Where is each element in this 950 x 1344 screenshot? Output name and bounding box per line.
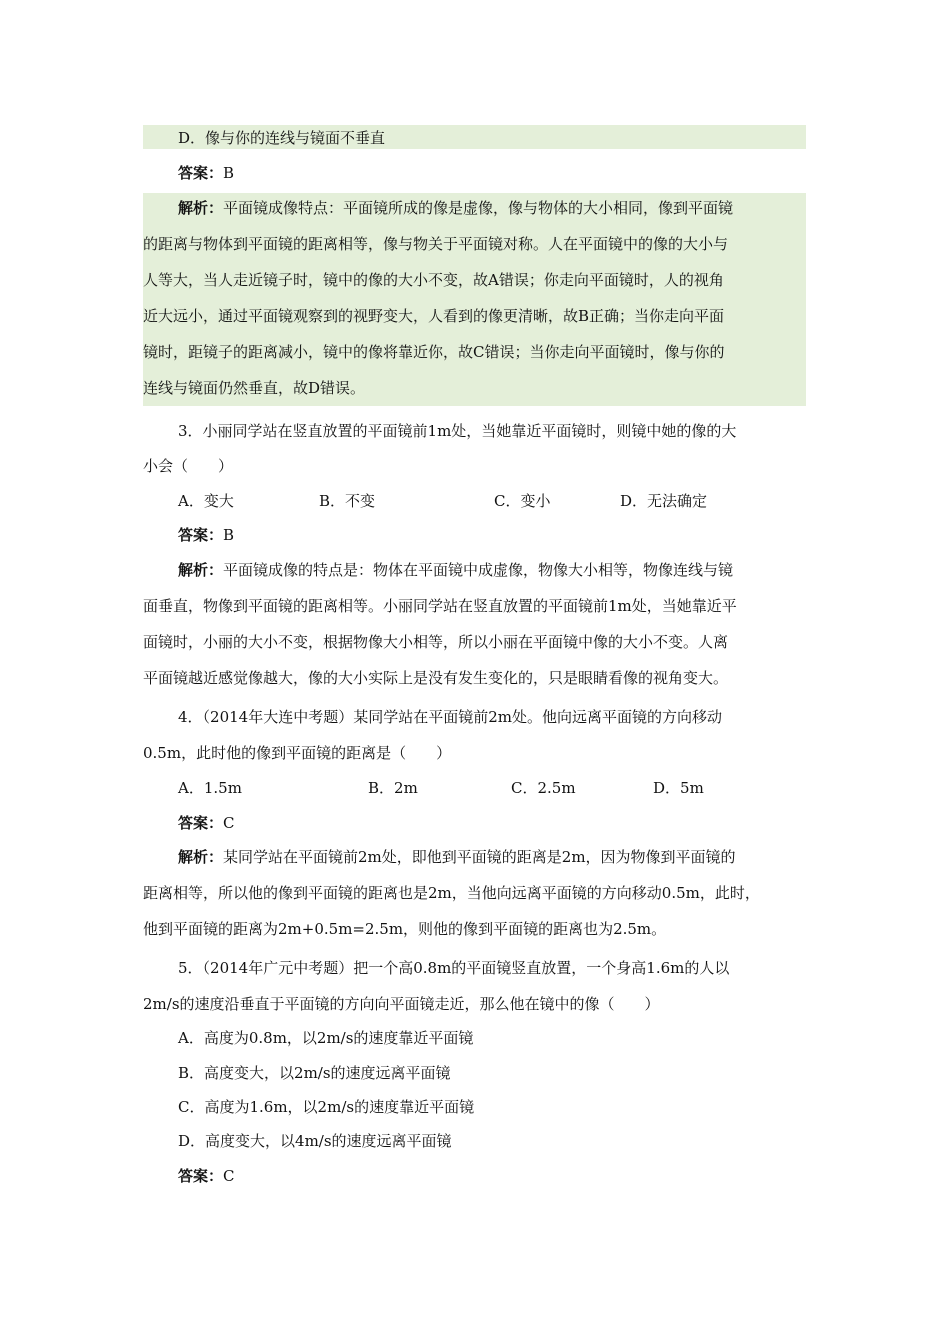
analysis-text: 面垂直，物像到平面镜的距离相等。小丽同学站在竖直放置的平面镜前1m处，当她靠近平 [143, 597, 737, 615]
answer-value: B [223, 164, 235, 182]
analysis-text: 面镜时，小丽的大小不变，根据物像大小相等，所以小丽在平面镜中像的大小不变。人离 [143, 633, 729, 651]
analysis-text: 他到平面镜的距离为2m+0.5m=2.5m，则他的像到平面镜的距离也为2.5m。 [143, 920, 667, 938]
option-c: C．高度为1.6m，以2m/s的速度靠近平面镜 [178, 1098, 475, 1116]
answer-line [178, 813, 235, 833]
question-3-options [0, 491, 950, 511]
analysis-text: 平面镜成像特点：平面镜所成的像是虚像，像与物体的大小相同，像到平面镜 [223, 199, 734, 217]
analysis-text: 某同学站在平面镜前2m处，即他到平面镜的距离是2m，因为物像到平面镜的 [223, 848, 736, 866]
option-a: A．高度为0.8m，以2m/s的速度靠近平面镜 [178, 1029, 474, 1047]
analysis-text: 近大远小，通过平面镜观察到的视野变大，人看到的像更清晰，故B正确；当你走向平面 [143, 307, 725, 325]
answer-line [178, 1166, 235, 1186]
answer-value: B [223, 526, 235, 544]
analysis-line [178, 560, 733, 580]
option-c: C．2.5m [511, 779, 576, 797]
analysis-text: 平面镜成像的特点是：物体在平面镜中成虚像，物像大小相等，物像连线与镜 [223, 561, 734, 579]
question-3-stem: 3．小丽同学站在竖直放置的平面镜前1m处，当她靠近平面镜时，则镜中她的像的大 [178, 422, 737, 440]
answer-label: 答案： [178, 1167, 224, 1185]
option-d: D．无法确定 [620, 492, 708, 510]
answer-label: 答案： [178, 526, 224, 544]
analysis-text: 镜时，距镜子的距离减小，镜中的像将靠近你，故C错误；当你走向平面镜时，像与你的 [143, 343, 725, 361]
analysis-text: 距离相等，所以他的像到平面镜的距离也是2m，当他向远离平面镜的方向移动0.5m，此时， [143, 884, 760, 902]
answer-label: 答案： [178, 164, 224, 182]
analysis-label: 解析： [178, 199, 224, 217]
analysis-label: 解析： [178, 848, 224, 866]
option-a: A．1.5m [178, 779, 242, 797]
option-d: D．5m [653, 779, 704, 797]
analysis-line [178, 847, 736, 867]
option-d-line: D．像与你的连线与镜面不垂直 [178, 129, 386, 147]
option-b: B．2m [368, 779, 418, 797]
option-c: C．变小 [494, 492, 551, 510]
analysis-label: 解析： [178, 561, 224, 579]
answer-line [178, 525, 234, 545]
question-4-stem: 0.5m，此时他的像到平面镜的距离是（ ） [143, 744, 452, 762]
question-5-stem: 5．（2014年广元中考题）把一个高0.8m的平面镜竖直放置，一个身高1.6m的人以 [178, 959, 730, 977]
option-d: D．高度变大，以4m/s的速度远离平面镜 [178, 1132, 452, 1150]
highlight-analysis [143, 193, 806, 406]
answer-value: C [223, 814, 235, 832]
question-4-options [0, 778, 950, 798]
analysis-text: 平面镜越近感觉像越大，像的大小实际上是没有发生变化的，只是眼睛看像的视角变大。 [143, 669, 729, 687]
answer-value: C [223, 1167, 235, 1185]
analysis-text: 的距离与物体到平面镜的距离相等，像与物关于平面镜对称。人在平面镜中的像的大小与 [143, 235, 729, 253]
question-5-stem: 2m/s的速度沿垂直于平面镜的方向向平面镜走近，那么他在镜中的像（ ） [143, 995, 660, 1013]
option-b: B．高度变大，以2m/s的速度远离平面镜 [178, 1064, 451, 1082]
answer-line [178, 163, 234, 183]
option-a: A．变大 [178, 492, 234, 510]
question-3-stem: 小会（ ） [143, 457, 234, 475]
analysis-text: 连线与镜面仍然垂直，故D错误。 [143, 379, 366, 397]
answer-label: 答案： [178, 814, 224, 832]
analysis-text: 人等大，当人走近镜子时，镜中的像的大小不变，故A错误；你走向平面镜时，人的视角 [143, 271, 724, 289]
analysis-line [178, 198, 733, 218]
question-4-stem: 4．（2014年大连中考题）某同学站在平面镜前2m处。他向远离平面镜的方向移动 [178, 708, 722, 726]
option-b: B．不变 [319, 492, 376, 510]
